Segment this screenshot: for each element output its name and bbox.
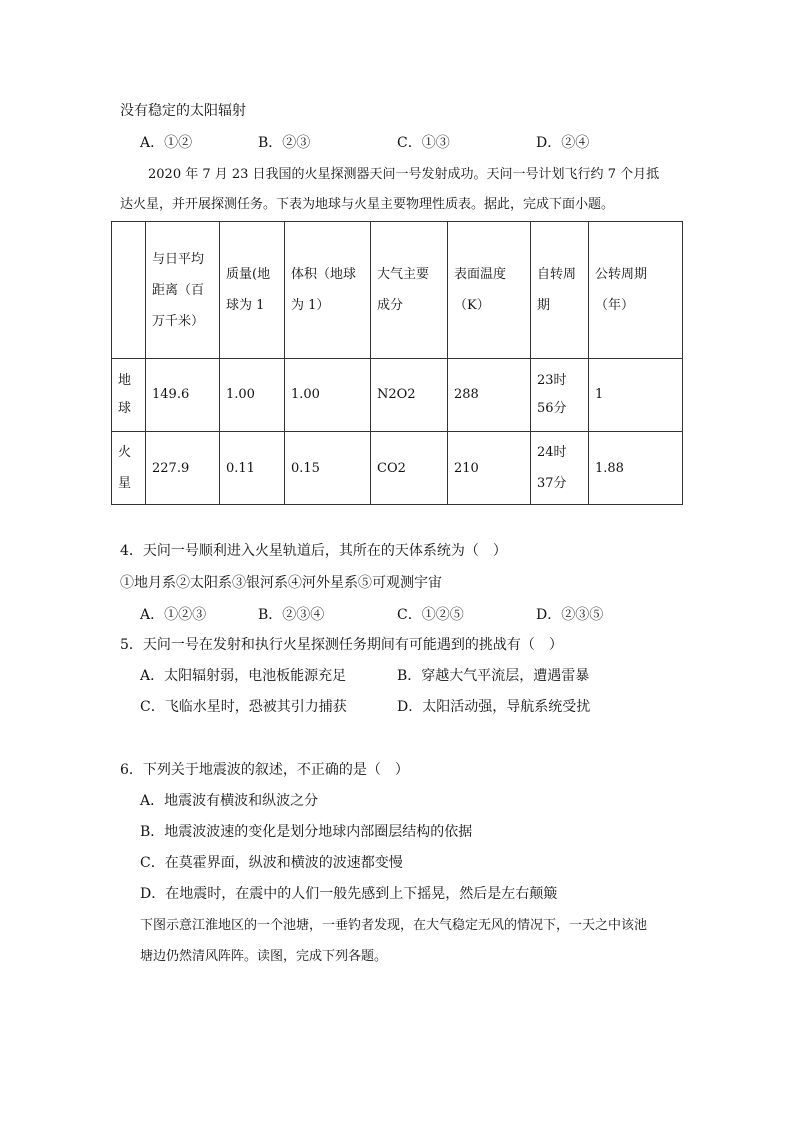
q5-option-b: B．穿越大气平流层，遭遇雷暴 xyxy=(397,668,590,684)
outro-line-1: 下图示意江淮地区的一个池塘，一垂钓者发现，在大气稳定无风的情况下，一天之中该池 xyxy=(140,918,648,933)
table-row xyxy=(112,432,683,505)
table-cell: N2O2 xyxy=(371,359,448,432)
prev-line: 没有稳定的太阳辐射 xyxy=(120,103,246,119)
table-cell: 火星 xyxy=(112,432,146,505)
table-cell: 149.6 xyxy=(146,359,220,432)
table-header-cell: 质量(地球为 1 xyxy=(220,222,285,359)
table-cell: 24时37分 xyxy=(531,432,589,505)
table-header-cell: 大气主要成分 xyxy=(371,222,448,359)
table-cell: 210 xyxy=(448,432,531,505)
prev-option-a: A．①② xyxy=(140,135,193,151)
table-cell: CO2 xyxy=(371,432,448,505)
table-cell: 1.00 xyxy=(285,359,371,432)
prev-option-b: B．②③ xyxy=(258,135,311,151)
q5-option-a: A．太阳辐射弱，电池板能源充足 xyxy=(140,668,347,684)
q6-option-a: A．地震波有横波和纵波之分 xyxy=(140,793,319,809)
table-cell: 1.88 xyxy=(589,432,683,505)
q4-option-c: C．①②⑤ xyxy=(397,607,464,623)
table-cell: 0.11 xyxy=(220,432,285,505)
q5-option-c: C．飞临水星时，恐被其引力捕获 xyxy=(140,699,347,715)
table-header-cell: 公转周期（年） xyxy=(589,222,683,359)
q6-stem: 6．下列关于地震波的叙述，不正确的是（ ） xyxy=(120,762,409,778)
table-cell: 1 xyxy=(589,359,683,432)
q6-option-c: C．在莫霍界面，纵波和横波的波速都变慢 xyxy=(140,855,403,871)
intro-line-1: 2020 年 7 月 23 日我国的火星探测器天问一号发射成功。天问一号计划飞行约 7 个月抵 xyxy=(148,167,660,182)
q4-option-d: D．②③⑤ xyxy=(536,607,604,623)
table-header-cell: 与日平均距离（百万千米） xyxy=(146,222,220,359)
q4-items: ①地月系②太阳系③银河系④河外星系⑤可观测宇宙 xyxy=(120,575,442,591)
prev-option-c: C．①③ xyxy=(397,135,450,151)
q6-option-b: B．地震波波速的变化是划分地球内部圈层结构的依据 xyxy=(140,824,473,840)
table-cell: 1.00 xyxy=(220,359,285,432)
table-header-row xyxy=(112,222,683,359)
prev-option-d: D．②④ xyxy=(536,135,590,151)
q6-option-d: D．在地震时，在震中的人们一般先感到上下摇晃，然后是左右颠簸 xyxy=(140,886,558,902)
intro-line-2: 达火星，并开展探测任务。下表为地球与火星主要物理性质表。据此，完成下面小题。 xyxy=(120,197,615,212)
outro-line-2: 塘边仍然清风阵阵。读图，完成下列各题。 xyxy=(140,949,388,964)
table-header-cell xyxy=(112,222,146,359)
q5-option-d: D．太阳活动强，导航系统受扰 xyxy=(397,699,591,715)
planet-properties-table xyxy=(111,221,683,505)
table-cell: 地球 xyxy=(112,359,146,432)
table-header-cell: 表面温度（K） xyxy=(448,222,531,359)
table-cell: 23时56分 xyxy=(531,359,589,432)
q5-stem: 5．天问一号在发射和执行火星探测任务期间有可能遇到的挑战有（ ） xyxy=(120,637,563,653)
table-header-cell: 自转周期 xyxy=(531,222,589,359)
table-cell: 227.9 xyxy=(146,432,220,505)
q4-option-b: B．②③④ xyxy=(258,607,325,623)
q4-option-a: A．①②③ xyxy=(140,607,207,623)
q4-stem: 4．天问一号顺利进入火星轨道后，其所在的天体系统为（ ） xyxy=(120,543,507,559)
table-cell: 288 xyxy=(448,359,531,432)
table-cell: 0.15 xyxy=(285,432,371,505)
table-header-cell: 体积（地球为 1） xyxy=(285,222,371,359)
table-row xyxy=(112,359,683,432)
